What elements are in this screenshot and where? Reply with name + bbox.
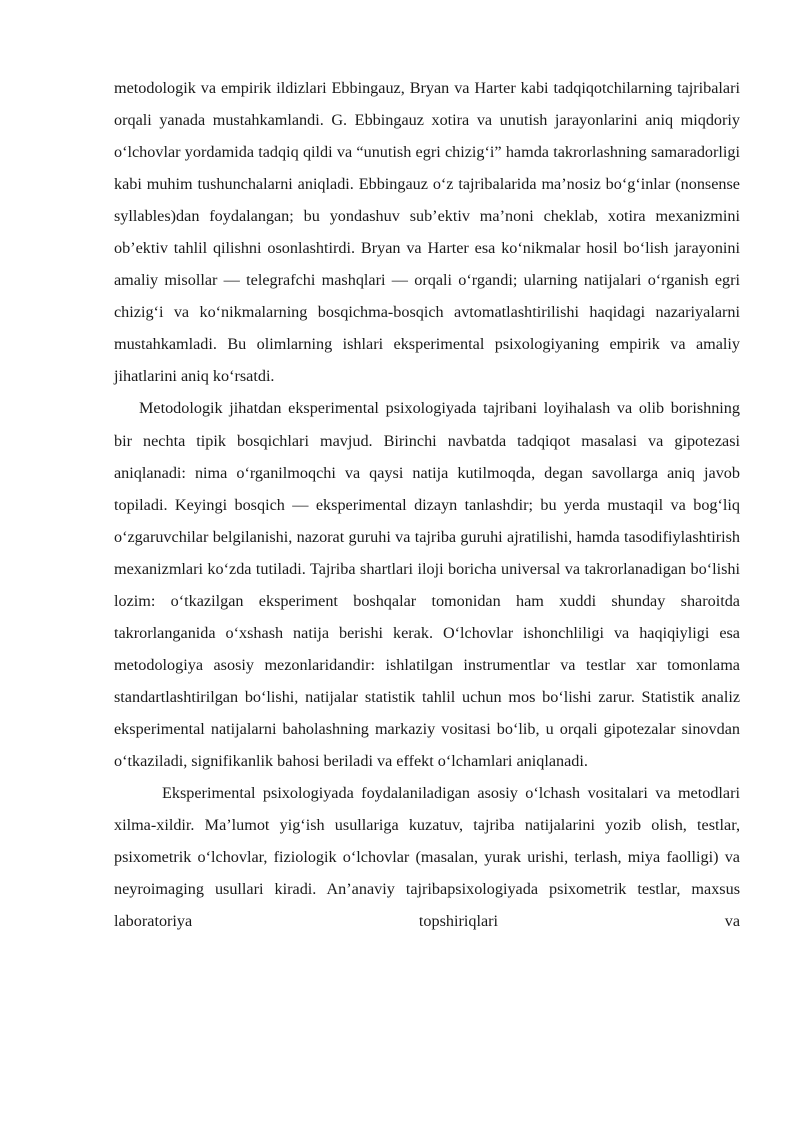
paragraph-measurement-tools: Eksperimental psixologiyada foydalaniladigan asosiy o‘lchash vositalari va metodlari xilma-xildir. Ma’lumot yig‘ish usullariga kuzatuv, tajriba natijalarini yozib olish, testlar, psixometrik o‘lchovlar, fiziologik o‘lchovlar (masalan, yurak urishi, terlash, miya faolligi) va neyroimaging usullari kiradi. An’anaviy tajribapsixologiyada psixometrik testlar, maxsus laboratoriya topshiriqlari va — [114, 784, 740, 931]
body-text — [114, 72, 740, 937]
paragraph-methodology: Metodologik jihatdan eksperimental psixologiyada tajribani loyihalash va olib borishning bir nechta tipik bosqichlari mavjud. Birinchi navbatda tadqiqot masalasi va gipotezasi aniqlanadi: nima o‘rganilmoqchi va qaysi natija kutilmoqda, degan savollarga aniq javob topiladi. Keyingi bosqich — eksperimental dizayn tanlashdir; bu yerda mustaqil va bog‘liq o‘zgaruvchilar belgilanishi, nazorat guruhi va tajriba guruhi ajratilishi, hamda tasodifiylashtirish mexanizmlari ko‘zda tutiladi. Tajriba shartlari iloji boricha universal va takrorlanadigan bo‘lishi lozim: o‘tkazilgan eksperiment boshqalar tomonidan ham xuddi shunday sharoitda takrorlanganida o‘xshash natija berishi kerak. O‘lchovlar ishonchliligi va haqiqiyligi esa metodologiya asosiy mezonlaridandir: ishlatilgan instrumentlar va testlar xar tomonlama standartlashtirilgan bo‘lishi, natijalar statistik tahlil uchun mos bo‘lishi zarur. Statistik analiz eksperimental natijalarni baholashning markaziy vositasi bo‘lib, u orqali gipotezalar sinovdan o‘tkaziladi, signifikanlik bahosi beriladi va effekt o‘lchamlari aniqlanadi. — [114, 399, 740, 770]
paragraph-continuation: metodologik va empirik ildizlari Ebbingauz, Bryan va Harter kabi tadqiqotchilarning tajribalari orqali yanada mustahkamlandi. G. Ebbingauz xotira va unutish jarayonlarini aniq miqdoriy o‘lchovlar yordamida tadqiq qildi va “unutish egri chizig‘i” hamda takrorlashning samaradorligi kabi muhim tushunchalarni aniqladi. Ebbingauz o‘z tajribalarida ma’nosiz bo‘g‘inlar (nonsense syllables)dan foydalangan; bu yondashuv sub’ektiv ma’noni cheklab, xotira mexanizmini ob’ektiv tahlil qilishni osonlashtirdi. Bryan va Harter esa ko‘nikmalar hosil bo‘lish jarayonini amaliy misollar — telegrafchi mashqlari — orqali o‘rgandi; ularning natijalari o‘rganish egri chizig‘i va ko‘nikmalarning bosqichma-bosqich avtomatlashtirilishi haqidagi nazariyalarni mustahkamladi. Bu olimlarning ishlari eksperimental psixologiyaning empirik va amaliy jihatlarini aniq ko‘rsatdi. — [114, 79, 740, 386]
